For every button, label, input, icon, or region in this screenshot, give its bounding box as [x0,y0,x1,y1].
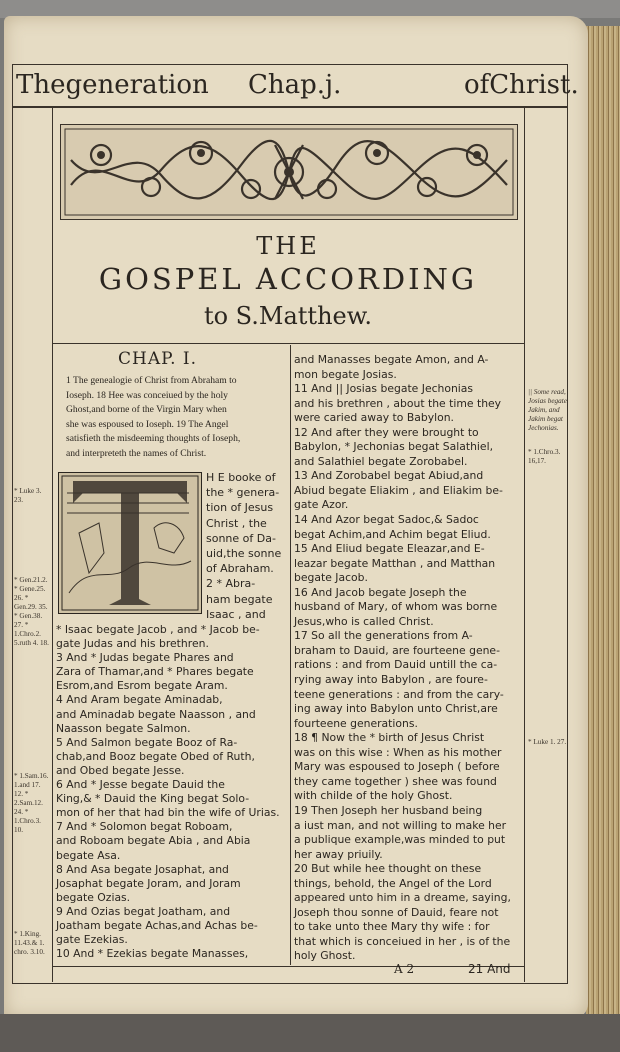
column-rule [290,345,291,965]
text-line: chab,and Booz begate Obed of Ruth, [56,749,255,763]
title-gospel-according: GOSPEL ACCORDING [98,262,478,296]
text-line: and Salathiel begate Zorobabel. [294,454,468,468]
text-line: 9 And Ozias begat Joatham, and [56,904,231,918]
right-margin-rule [524,106,525,982]
text-line: 4 And Aram begate Aminadab, [56,693,223,707]
text-line: King,& * Dauid the King begat Solo- [56,792,250,806]
decorated-initial-t [58,472,202,614]
text-line: to take unto thee Mary thy wife : for [294,920,490,934]
text-line: 10 And * Ezekias begate Manasses, [56,947,249,961]
text-line: leazar begate Matthan , and Matthan [294,556,496,570]
text-line: that which is conceiued in her , is of the [294,934,511,948]
text-line: Naasson begate Salmon. [56,721,191,735]
text-line: begate Jacob. [294,571,368,585]
page-fore-edge [586,26,620,1020]
text-line: tion of Jesus [206,501,274,515]
text-bottom-rule [52,966,524,967]
text-line: and Aminadab begate Naasson , and [56,707,256,721]
text-line: teene generations : and from the cary- [294,687,504,701]
summary-line: satisfieth the misdeeming thoughts of Ioseph, [66,433,241,445]
text-line: a publique example,was minded to put [294,833,506,847]
summary-line: 1 The genealogie of Christ from Abraham to [66,375,237,386]
title-matthew: to S.Matthew. [203,302,373,330]
text-line: her away priuily. [294,847,383,861]
signature-mark: A 2 [394,962,415,976]
title-the: THE [256,232,320,260]
text-line: 5 And Salmon begate Booz of Ra- [56,735,238,749]
summary-line: Ioseph. 18 Hee was conceiued by the holy [66,389,228,401]
text-line: 7 And * Solomon begat Roboam, [56,820,233,834]
margin-note-left: * 1.Sam.16. 1.and 17. 12. * 2.Sam.12. 24. * 1.Chro.3. 10. [14,772,49,834]
text-line: 2 * Abra- [206,577,256,591]
text-line: holy Ghost. [294,949,356,963]
text-line: appeared unto him in a dreame, saying, [294,891,511,905]
text-line: Josaphat begate Joram, and Joram [56,876,241,890]
text-line: begate Asa. [56,848,121,862]
text-line: a iust man, and not willing to make her [294,818,507,832]
text-line: uid,the sonne [206,547,282,561]
text-line: rying away into Babylon , are foure- [294,673,488,687]
margin-note-left: * Luke 3. 23. [14,487,42,504]
text-line: things, behold, the Angel of the Lord [294,876,492,890]
text-line: Isaac , and [206,607,266,621]
text-line: and Roboam begate Abia , and Abia [56,834,251,848]
text-line: gate Judas and his brethren. [56,637,209,651]
margin-note-right: || Some read, Josias begate Jakim, and Jakim begat Jechonias. [528,388,567,432]
text-line: the * genera- [206,486,280,500]
chapter-summary [66,374,286,462]
text-line: Jesus,who is called Christ. [294,614,434,628]
text-line: 3 And * Judas begate Phares and [56,651,234,665]
text-line: Zara of Thamar,and * Phares begate [56,665,254,679]
title-bottom-rule [52,343,524,344]
text-line: H E booke of [206,471,276,484]
text-line: ham begate [206,592,273,606]
text-line: Joseph thou sonne of Dauid, feare not [294,905,499,919]
text-line: 6 And * Jesse begate Dauid the [56,778,225,792]
margin-note-right: * Luke 1. 27. [528,738,567,746]
left-column-text [56,623,286,961]
text-line: 8 And Asa begate Josaphat, and [56,862,229,876]
text-line: husband of Mary, of whom was borne [294,600,498,614]
text-line: Joatham begate Achas,and Achas be- [56,918,258,932]
chapter-heading: CHAP. I. [118,349,198,369]
text-line: of Abraham. [206,562,274,576]
text-line: Babylon, * Jechonias begat Salathiel, [294,440,494,454]
text-line: mon of her that had bin the wife of Urias. [56,806,280,820]
text-line: 11 And || Josias begate Jechonias [294,382,474,396]
text-line: were caried away to Babylon. [294,411,454,425]
ornamental-headpiece [60,124,518,220]
text-line: with childe of the holy Ghost. [294,789,453,803]
text-line: mon begate Josias. [294,367,397,381]
text-line: ing away into Babylon unto Christ,are [294,702,498,716]
text-line: 12 And after they were brought to [294,425,479,439]
text-line: and Manasses begate Amon, and A- [294,353,489,366]
woodcut-initial-icon [59,473,201,613]
text-line: they came together ) shee was found [294,774,497,788]
right-column-text [294,353,524,964]
margin-note-right: * 1.Chro.3. 16,17. [528,448,561,465]
summary-line: she was espoused to Ioseph. 19 The Angel [66,418,229,430]
text-line: 18 ¶ Now the * birth of Jesus Christ [294,731,485,745]
text-line: begate Ozias. [56,890,131,904]
text-line: 19 Then Joseph her husband being [294,803,483,817]
initial-side-text [206,470,286,622]
text-line: Christ , the [206,516,267,530]
catchword: 21 And [468,962,511,976]
text-line: Esrom,and Esrom begate Aram. [56,679,228,693]
text-line: sonne of Da- [206,531,276,545]
text-line: 20 But while hee thought on these [294,862,482,876]
text-line: 15 And Eliud begate Eleazar,and E- [294,542,485,556]
text-line: Abiud begate Eliakim , and Eliakim be- [294,483,503,497]
text-line: 14 And Azor begat Sadoc,& Sadoc [294,513,479,527]
text-line: and Obed begate Jesse. [56,763,185,777]
running-head-left: Thegeneration [16,70,209,100]
text-line: 13 And Zorobabel begat Abiud,and [294,469,484,483]
text-line: was on this wise : When as his mother [294,745,502,759]
left-margin-rule [52,106,53,982]
text-line: * Isaac begate Jacob , and * Jacob be- [56,623,260,636]
text-line: rations : and from Dauid untill the ca- [294,658,498,672]
book-cover-bottom [0,1014,620,1052]
text-line: gate Azor. [294,498,349,512]
text-line: Mary was espoused to Joseph ( before [294,760,500,774]
text-line: begat Achim,and Achim begat Eliud. [294,527,491,541]
running-head-center: Chap.j. [248,70,342,100]
text-line: and his brethren , about the time they [294,396,502,410]
text-line: fourteene generations. [294,716,418,730]
running-head-right: ofChrist. [464,70,579,100]
summary-line: and interpreteth the names of Christ. [66,447,207,459]
margin-note-left: * 1.King. 11.43.& 1. chro. 3.10. [14,930,45,956]
text-line: 17 So all the generations from A- [294,629,473,643]
margin-note-left: * Gen.21.2. * Gene.25. 26. * Gen.29. 35. * Gen.38. 27. * 1.Chro.2. 5.ruth 4. 18. [14,576,49,647]
text-line: braham to Dauid, are fourteene gene- [294,643,500,657]
floral-ornament-icon [61,125,517,219]
text-line: gate Ezekias. [56,933,128,947]
text-line: 16 And Jacob begate Joseph the [294,585,467,599]
summary-line: Ghost,and borne of the Virgin Mary when [66,404,227,416]
